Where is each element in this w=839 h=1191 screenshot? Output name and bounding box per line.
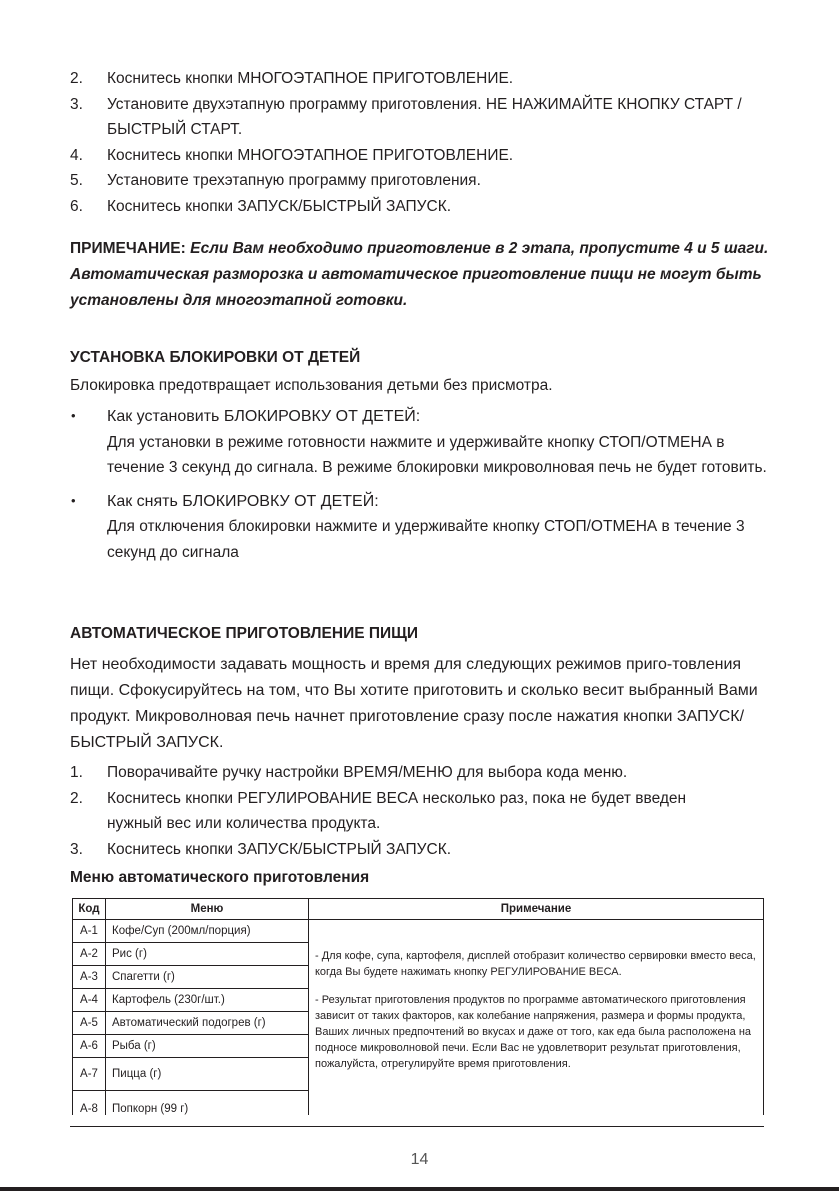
step-number: 4. (70, 146, 83, 164)
auto-cook-heading: АВТОМАТИЧЕСКОЕ ПРИГОТОВЛЕНИЕ ПИЩИ (70, 625, 419, 642)
list-item (70, 194, 770, 220)
step-text: Коснитесь кнопки ЗАПУСК/БЫСТРЫЙ ЗАПУСК. (107, 840, 452, 858)
cell-menu: Автоматический подогрев (г) (106, 1012, 309, 1035)
list-item (70, 786, 707, 837)
step-number: 6. (70, 197, 83, 215)
list-item (70, 760, 770, 786)
cell-code: A-1 (73, 920, 106, 943)
cell-code: A-7 (73, 1058, 106, 1091)
header-code: Код (73, 899, 106, 920)
cell-menu: Картофель (230г/шт.) (106, 989, 309, 1012)
multistage-steps-list (70, 66, 770, 219)
auto-cook-intro: Нет необходимости задавать мощность и время для следующих режимов приго-товления пищи. Сфокусируйтесь на том, что Вы хотите приготовить и сколько весит выбранный Вами продукт. Микроволновая печь начнет приготовление сразу после нажатия кнопки ЗАПУСК/БЫСТРЫЙ ЗАПУСК. (70, 656, 758, 751)
footer-divider (70, 1126, 764, 1127)
note-label: ПРИМЕЧАНИЕ: (70, 240, 186, 257)
menu-table-title: Меню автоматического приготовления (70, 869, 370, 886)
auto-cook-menu-table (72, 898, 764, 1115)
bullet-marker: • (71, 408, 76, 423)
step-text: Коснитесь кнопки ЗАПУСК/БЫСТРЫЙ ЗАПУСК. (107, 197, 452, 215)
table-row (73, 920, 764, 943)
list-item (70, 489, 770, 566)
bullet-title: Как снять БЛОКИРОВКУ ОТ ДЕТЕЙ: (107, 492, 379, 510)
cell-code: A-8 (73, 1091, 106, 1116)
auto-cook-steps-list (70, 760, 770, 862)
cell-code: A-2 (73, 943, 106, 966)
menu-table-wrap (72, 898, 764, 1115)
step-number: 5. (70, 172, 83, 189)
child-lock-intro: Блокировка предотвращает использования детьми без присмотра. (70, 377, 553, 394)
header-note: Примечание (309, 899, 764, 920)
step-number: 2. (70, 70, 83, 87)
note-text: Если Вам необходимо приготовление в 2 этапа, пропустите 4 и 5 шаги. Автоматическая разморозка и автоматическое приготовление пищи не могут быть установлены для многоэтапной готовки. (70, 240, 769, 309)
step-text: Установите двухэтапную программу приготовления. НЕ НАЖИМАЙТЕ КНОПКУ СТАРТ / БЫСТРЫЙ СТАРТ. (107, 95, 742, 138)
step-text: Установите трехэтапную программу приготовления. (107, 172, 481, 189)
table-header-row (73, 899, 764, 920)
list-item (70, 837, 770, 863)
step-text: Поворачивайте ручку настройки ВРЕМЯ/МЕНЮ для выбора кода меню. (107, 764, 628, 781)
step-text: Коснитесь кнопки МНОГОЭТАПНОЕ ПРИГОТОВЛЕНИЕ. (107, 70, 514, 87)
cell-menu: Спагетти (г) (106, 966, 309, 989)
step-number: 2. (70, 789, 83, 807)
cell-menu: Рыба (г) (106, 1035, 309, 1058)
step-text: Коснитесь кнопки МНОГОЭТАПНОЕ ПРИГОТОВЛЕНИЕ. (107, 146, 514, 164)
bullet-title: Как установить БЛОКИРОВКУ ОТ ДЕТЕЙ: (107, 408, 421, 425)
cell-menu: Попкорн (99 г) (106, 1091, 309, 1116)
bullet-marker: • (71, 492, 76, 508)
list-item (70, 404, 770, 489)
step-number: 3. (70, 840, 83, 858)
child-lock-bullets (70, 404, 770, 565)
list-item (70, 92, 797, 143)
cell-code: A-4 (73, 989, 106, 1012)
note-paragraph: - Результат приготовления продуктов по программе автоматического приготовления зависит от таких факторов, как колебание напряжения, размера и формы продукта, Ваших личных предпочтений во вкусах и даже от того, как еда была расположена на подносе микроволновой печи. Если Вас не удовлетворит результат приготовления, пожалуйста, отрегулируйте время приготовления. (315, 994, 752, 1070)
step-number: 1. (70, 764, 83, 781)
header-menu: Меню (106, 899, 309, 920)
page-number: 14 (410, 1151, 429, 1168)
list-item (70, 168, 770, 194)
cell-menu: Рис (г) (106, 943, 309, 966)
bullet-text: Для установки в режиме готовности нажмите и удерживайте кнопку СТОП/ОТМЕНА в течение 3 секунд до сигнала. В режиме блокировки микроволновая печь не будет готовить. (107, 433, 767, 476)
list-item (70, 66, 770, 92)
bottom-edge-bar (0, 1187, 839, 1191)
cell-code: A-3 (73, 966, 106, 989)
child-lock-heading: УСТАНОВКА БЛОКИРОВКИ ОТ ДЕТЕЙ (70, 349, 361, 366)
note-paragraph: - Для кофе, супа, картофеля, дисплей отобразит количество сервировки вместо веса, когда Вы будете нажимать кнопку РЕГУЛИРОВАНИЕ ВЕСА. (315, 950, 756, 978)
step-text: Коснитесь кнопки РЕГУЛИРОВАНИЕ ВЕСА несколько раз, пока не будет введен нужный вес или количества продукта. (107, 789, 687, 832)
cell-code: A-5 (73, 1012, 106, 1035)
step-number: 3. (70, 95, 83, 113)
cell-code: A-6 (73, 1035, 106, 1058)
cell-menu: Кофе/Суп (200мл/порция) (106, 920, 309, 943)
list-item (70, 143, 770, 169)
multistage-note (70, 236, 770, 314)
cell-note (309, 920, 764, 1116)
cell-menu: Пицца (г) (106, 1058, 309, 1091)
bullet-text: Для отключения блокировки нажмите и удерживайте кнопку СТОП/ОТМЕНА в течение 3 секунд до сигнала (107, 518, 745, 561)
